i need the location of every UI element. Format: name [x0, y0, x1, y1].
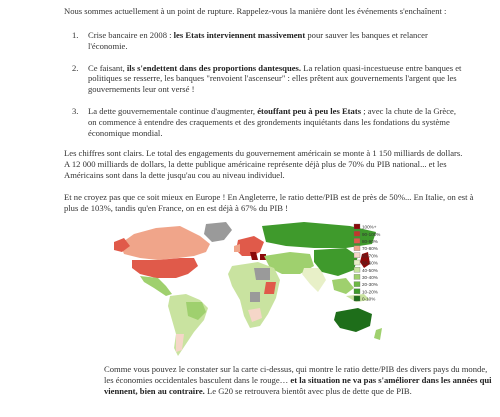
debt-world-map: [114, 222, 390, 360]
legend-label: 10-20%: [362, 289, 378, 295]
legend-label: 20-30%: [362, 282, 378, 288]
list-number: 1.: [72, 30, 79, 40]
list-item: 2. Ce faisant, ils s'endettent dans des proportions dantesques. La relation quasi-incestueuse entre banques et politiques se resserre, les banques "renvoient l'ascenseur" : elles prêtent aux gouvernements l'argent que les gouvernements leur ont versé !: [72, 62, 462, 95]
legend-swatch: [354, 253, 360, 258]
list-number: 2.: [72, 62, 79, 73]
bold-phrase: étouffant peu à peu les Etats: [257, 105, 362, 116]
list-item: 3. La dette gouvernementale continue d'augmenter, étouffant peu à peu les Etats ; avec la chute de la Grèce, on commence à entendre des craquements et des grondements inquiétants dans les fondations du système économique mondial.: [72, 105, 456, 138]
legend-swatch: [354, 224, 360, 229]
us-debt-paragraph: Les chiffres sont clairs. Le total des engagements du gouvernement américain se monte à 1 150 milliards de dollars. A 12 000 milliards de dollars, la dette publique américaine représente déjà plus de 70% du PIB national... et les Américains sont dans la dette jusqu'au cou au niveau individuel.: [64, 148, 463, 180]
legend-swatch: [354, 296, 360, 301]
legend-swatch: [354, 260, 360, 265]
legend-label: 80-90%: [362, 239, 378, 244]
legend-swatch: [354, 274, 360, 279]
legend-label: 30-40%: [362, 275, 378, 280]
legend-label: 70-80%: [362, 246, 378, 252]
world-map-image: [114, 222, 390, 360]
legend-swatch: [354, 246, 360, 251]
legend-swatch: [354, 289, 360, 294]
list-item: 1. Crise bancaire en 2008 : les Etats interviennent massivement pour sauver les banques et relancer l'économie.: [72, 30, 428, 51]
bold-phrase: ils s'endettent dans des proportions dantesques.: [126, 62, 302, 73]
legend-swatch: [354, 267, 360, 272]
legend-label: 100%+: [362, 224, 377, 230]
intro-paragraph: Nous sommes actuellement à un point de rupture. Rappelez-vous la manière dont les événements s'enchaînent :: [64, 6, 447, 16]
legend-label: 90-100%: [362, 231, 381, 237]
map-legend: [354, 224, 380, 302]
legend-label: 0-10%: [362, 296, 376, 302]
map-north-africa: [254, 268, 270, 280]
legend-swatch: [354, 238, 360, 243]
list-number: 3.: [72, 105, 79, 116]
bold-phrase: et la situation ne va pas s'améliorer dans les années qui viennent, bien au contraire.: [104, 374, 492, 396]
legend-label: 40-50%: [362, 267, 378, 273]
legend-swatch: [354, 282, 360, 287]
legend-label: 60-70%: [362, 253, 378, 259]
map-caption: Comme vous pouvez le constater sur la carte ci-dessus, qui montre le ratio dette/PIB des divers pays du monde, les économies occidentales basculent dans le rouge… et la situation ne va pas s'améliorer dans les années qui viennent, bien au contraire. Le G20 se retrouvera bientôt avec plus de dette que de PIB.: [104, 364, 492, 396]
legend-label: 50-60%: [362, 260, 378, 266]
bold-phrase: les Etats interviennent massivement: [173, 30, 306, 40]
legend-swatch: [354, 231, 360, 236]
map-central-africa: [250, 292, 260, 302]
map-sudan: [264, 282, 276, 294]
events-list: [64, 30, 464, 149]
europe-debt-paragraph: Et ne croyez pas que ce soit mieux en Europe ! En Angleterre, le ratio dette/PIB est de près de 50%... En Italie, on est à plus de 103%, tandis qu'en France, on en est déjà à 67% du PIB !: [64, 192, 474, 213]
